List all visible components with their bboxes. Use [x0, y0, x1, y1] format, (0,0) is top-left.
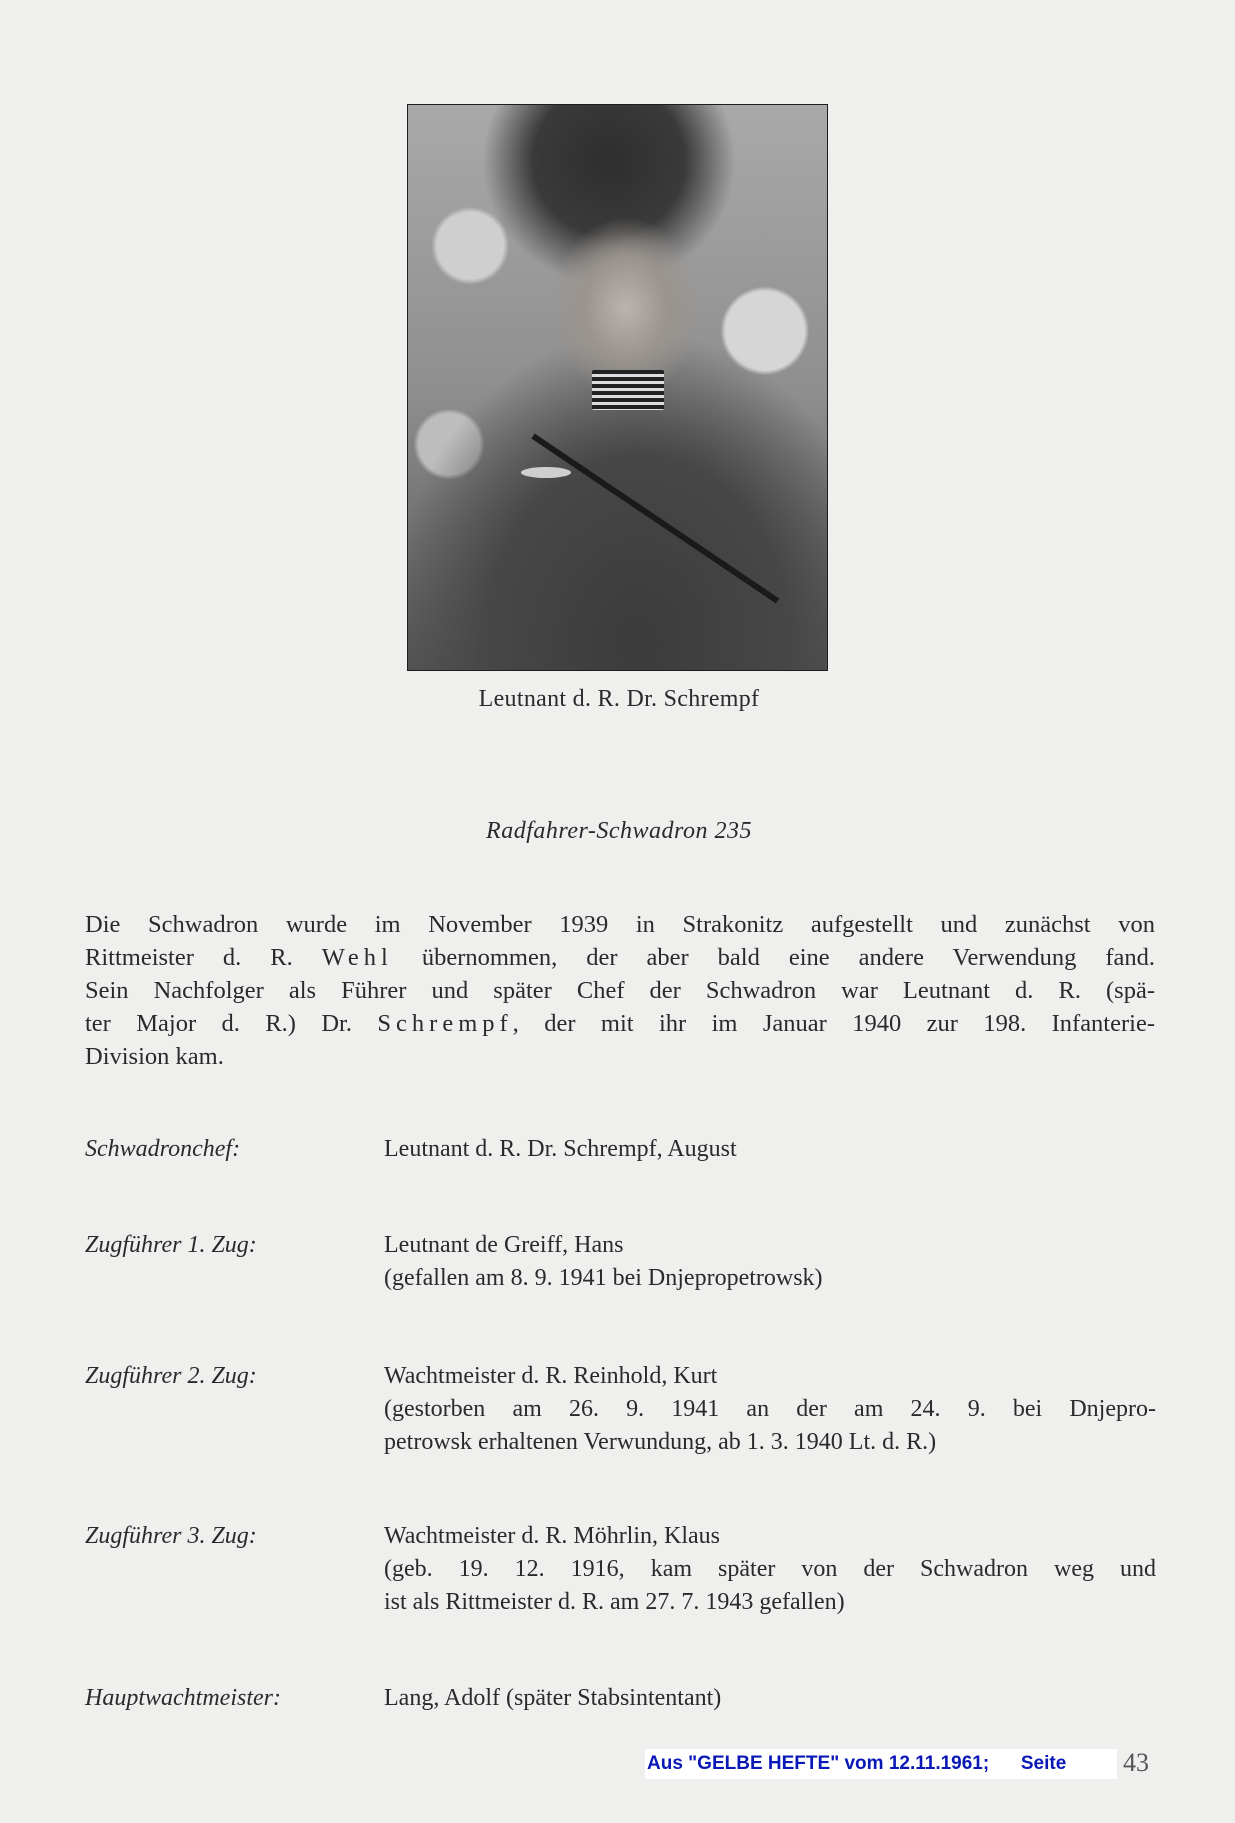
roster-value-schwadronchef: [384, 1133, 1156, 1166]
paragraph-line: [85, 974, 1155, 1007]
spaced-name: Schrempf: [377, 1010, 513, 1037]
roster-line: Wachtmeister d. R. Reinhold, Kurt: [384, 1363, 718, 1389]
roster-label-zug1: Zugführer 1. Zug:: [85, 1232, 257, 1258]
text-run: Division kam.: [85, 1043, 224, 1070]
roster-line: Leutnant de Greiff, Hans: [384, 1232, 624, 1258]
paragraph-line: [85, 1040, 1155, 1073]
source-attribution: Aus "GELBE HEFTE" vom 12.11.1961; Seite: [645, 1749, 1117, 1779]
roster-line: petrowsk erhaltenen Verwundung, ab 1. 3. 1940 Lt. d. R.): [384, 1429, 937, 1455]
roster-line: (gestorben am 26. 9. 1941 an der am 24. 9. bei Dnjepro-: [384, 1396, 1156, 1422]
roster-line: Wachtmeister d. R. Möhrlin, Klaus: [384, 1523, 721, 1549]
photo-caption: Leutnant d. R. Dr. Schrempf: [478, 686, 760, 712]
roster-line: (geb. 19. 12. 1916, kam später von der Schwadron weg und: [384, 1556, 1156, 1582]
collar-tabs: [592, 370, 664, 410]
roster-value-zug1: [384, 1229, 1156, 1295]
breast-eagle-insignia: [521, 467, 572, 478]
roster-line: ist als Rittmeister d. R. am 27. 7. 1943 gefallen): [384, 1589, 845, 1615]
roster-line: (gefallen am 8. 9. 1941 bei Dnjepropetrowsk): [384, 1265, 823, 1291]
paragraph-line: [85, 1007, 1155, 1040]
paragraph-line: [85, 908, 1155, 941]
portrait-photo: [407, 104, 828, 671]
roster-label-zug3: Zugführer 3. Zug:: [85, 1523, 257, 1549]
text-run: , der mit ihr im Januar 1940 zur 198. Infanterie-: [512, 1010, 1155, 1037]
paragraph-line: [85, 941, 1155, 974]
roster-line: Leutnant d. R. Dr. Schrempf, August: [384, 1136, 737, 1162]
page-number: 43: [1123, 1748, 1149, 1777]
section-heading: Radfahrer-Schwadron 235: [486, 818, 752, 844]
text-run: Rittmeister d. R.: [85, 944, 322, 971]
roster-label-schwadronchef: Schwadronchef:: [85, 1136, 241, 1162]
text-run: übernommen, der aber bald eine andere Verwendung fand.: [392, 944, 1155, 971]
text-run: Die Schwadron wurde im November 1939 in Strakonitz aufgestellt und zunächst von: [85, 911, 1155, 938]
text-run: ter Major d. R.) Dr.: [85, 1010, 378, 1037]
text-run: Sein Nachfolger als Führer und später Chef der Schwadron war Leutnant d. R. (spä-: [85, 977, 1155, 1004]
spaced-name: Wehl: [321, 944, 393, 971]
roster-value-zug2: [384, 1360, 1156, 1459]
roster-label-hauptwachtmeister: Hauptwachtmeister:: [85, 1685, 281, 1711]
shoulder-strap: [532, 433, 780, 603]
roster-line: Lang, Adolf (später Stabsintentant): [384, 1685, 722, 1711]
roster-value-zug3: [384, 1520, 1156, 1619]
intro-paragraph: [85, 908, 1155, 1073]
roster-label-zug2: Zugführer 2. Zug:: [85, 1363, 257, 1389]
roster-value-hauptwachtmeister: [384, 1682, 1156, 1715]
